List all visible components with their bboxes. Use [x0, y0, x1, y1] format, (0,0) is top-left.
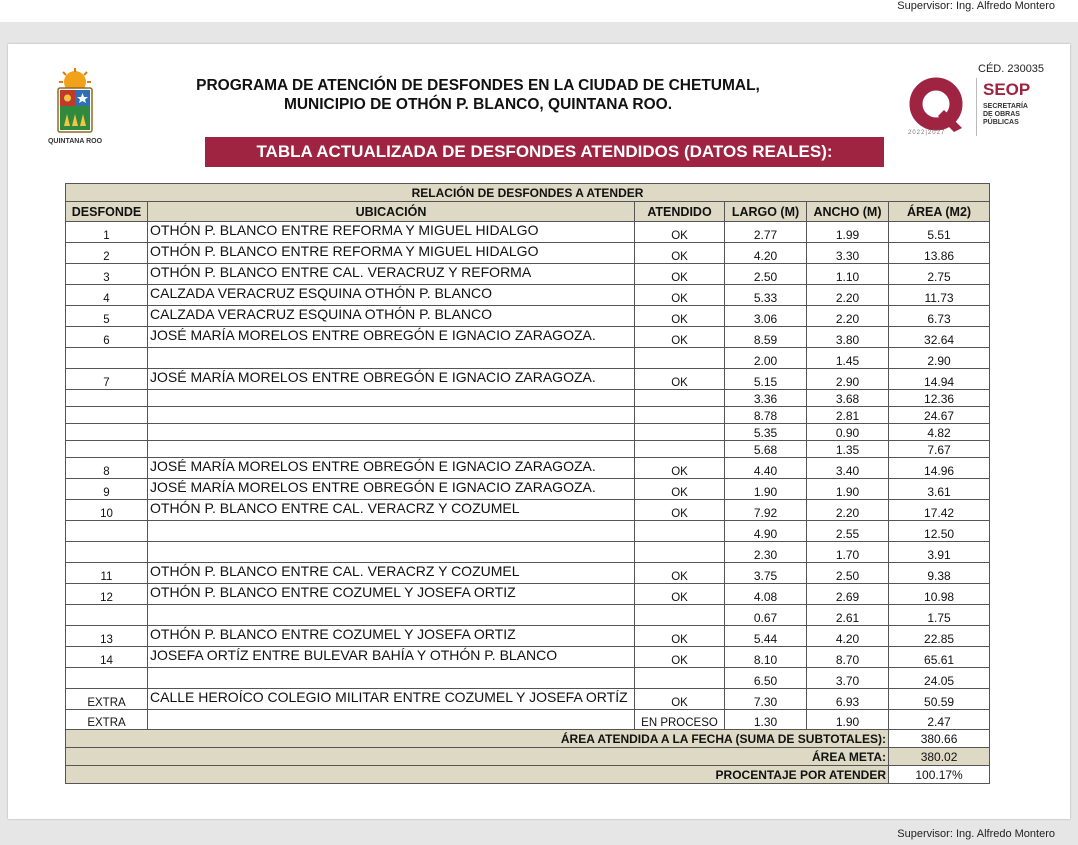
seop-sub-line-2: DE OBRAS	[983, 111, 1020, 118]
atendido-cell: OK	[635, 563, 725, 584]
table-row	[66, 424, 990, 441]
ubicacion-cell: JOSÉ MARÍA MORELOS ENTRE OBREGÓN E IGNACIO ZARAGOZA.	[148, 327, 635, 348]
area-cell: 14.94	[889, 369, 990, 390]
table-row	[66, 285, 990, 306]
desfonde-cell: 8	[66, 458, 148, 479]
desfonde-cell: 6	[66, 327, 148, 348]
atendido-cell: OK	[635, 500, 725, 521]
area-cell: 12.36	[889, 390, 990, 407]
area-cell: 2.47	[889, 710, 990, 730]
atendido-cell: OK	[635, 369, 725, 390]
document-title	[128, 76, 828, 114]
desfonde-cell: EXTRA	[66, 710, 148, 730]
ancho-cell: 1.45	[807, 348, 889, 369]
desfonde-cell: 13	[66, 626, 148, 647]
column-largo-header: LARGO (M)	[725, 202, 807, 222]
area-cell: 1.75	[889, 605, 990, 626]
ancho-cell: 2.61	[807, 605, 889, 626]
ubicacion-cell: JOSÉ MARÍA MORELOS ENTRE OBREGÓN E IGNACIO ZARAGOZA.	[148, 369, 635, 390]
largo-cell: 5.33	[725, 285, 807, 306]
column-desfonde-header: DESFONDE	[66, 202, 148, 222]
table-header-row	[66, 202, 990, 222]
ubicacion-cell: OTHÓN P. BLANCO ENTRE CAL. VERACRZ Y COZUMEL	[148, 563, 635, 584]
table-row	[66, 584, 990, 605]
table-row	[66, 500, 990, 521]
summary-row	[66, 766, 990, 784]
largo-cell: 7.92	[725, 500, 807, 521]
largo-cell: 8.10	[725, 647, 807, 668]
table-row	[66, 243, 990, 264]
ubicacion-cell: CALZADA VERACRUZ ESQUINA OTHÓN P. BLANCO	[148, 285, 635, 306]
largo-cell: 5.35	[725, 424, 807, 441]
area-cell: 13.86	[889, 243, 990, 264]
ubicacion-cell: OTHÓN P. BLANCO ENTRE CAL. VERACRZ Y COZUMEL	[148, 500, 635, 521]
desfonde-cell: EXTRA	[66, 689, 148, 710]
desfonde-cell: 2	[66, 243, 148, 264]
largo-cell: 1.30	[725, 710, 807, 730]
ubicacion-cell: OTHÓN P. BLANCO ENTRE COZUMEL Y JOSEFA ORTIZ	[148, 584, 635, 605]
summary-value: 100.17%	[889, 766, 990, 784]
ubicacion-cell	[148, 710, 635, 730]
table-row	[66, 390, 990, 407]
ubicacion-cell: OTHÓN P. BLANCO ENTRE REFORMA Y MIGUEL HIDALGO	[148, 222, 635, 243]
title-line-1: PROGRAMA DE ATENCIÓN DE DESFONDES EN LA CIUDAD DE CHETUMAL,	[196, 77, 760, 94]
atendido-cell	[635, 605, 725, 626]
largo-cell: 0.67	[725, 605, 807, 626]
table-row	[66, 542, 990, 563]
desfonde-cell: 4	[66, 285, 148, 306]
ancho-cell: 1.90	[807, 479, 889, 500]
atendido-cell: OK	[635, 222, 725, 243]
summary-label: ÁREA ATENDIDA A LA FECHA (SUMA DE SUBTOTALES):	[66, 730, 889, 748]
left-logo-label: QUINTANA ROO	[47, 138, 103, 145]
table-row	[66, 327, 990, 348]
table-row	[66, 458, 990, 479]
atendido-cell	[635, 407, 725, 424]
ancho-cell: 4.20	[807, 626, 889, 647]
atendido-cell: OK	[635, 479, 725, 500]
area-cell: 6.73	[889, 306, 990, 327]
ancho-cell: 2.20	[807, 306, 889, 327]
desfonde-cell	[66, 668, 148, 689]
ubicacion-cell	[148, 424, 635, 441]
seop-logo	[900, 74, 1050, 144]
desfonde-cell	[66, 605, 148, 626]
desfonde-cell	[66, 348, 148, 369]
ubicacion-cell: CALZADA VERACRUZ ESQUINA OTHÓN P. BLANCO	[148, 306, 635, 327]
desfonde-cell	[66, 521, 148, 542]
largo-cell: 2.50	[725, 264, 807, 285]
desfonde-cell	[66, 542, 148, 563]
table-row	[66, 710, 990, 730]
atendido-cell: OK	[635, 243, 725, 264]
largo-cell: 4.20	[725, 243, 807, 264]
ancho-cell: 1.70	[807, 542, 889, 563]
table-row	[66, 222, 990, 243]
ancho-cell: 3.40	[807, 458, 889, 479]
desfonde-cell: 10	[66, 500, 148, 521]
atendido-cell	[635, 542, 725, 563]
ubicacion-cell: OTHÓN P. BLANCO ENTRE COZUMEL Y JOSEFA ORTIZ	[148, 626, 635, 647]
atendido-cell: OK	[635, 327, 725, 348]
atendido-cell: OK	[635, 306, 725, 327]
atendido-cell	[635, 390, 725, 407]
largo-cell: 1.90	[725, 479, 807, 500]
ubicacion-cell	[148, 668, 635, 689]
table-row	[66, 479, 990, 500]
atendido-cell: OK	[635, 647, 725, 668]
ancho-cell: 3.68	[807, 390, 889, 407]
largo-cell: 8.59	[725, 327, 807, 348]
ubicacion-cell: JOSEFA ORTÍZ ENTRE BULEVAR BAHÍA Y OTHÓN P. BLANCO	[148, 647, 635, 668]
ancho-cell: 2.69	[807, 584, 889, 605]
atendido-cell: OK	[635, 626, 725, 647]
ancho-cell: 6.93	[807, 689, 889, 710]
area-cell: 7.67	[889, 441, 990, 458]
summary-label: PROCENTAJE POR ATENDER	[66, 766, 889, 784]
ancho-cell: 1.90	[807, 710, 889, 730]
ubicacion-cell: OTHÓN P. BLANCO ENTRE REFORMA Y MIGUEL HIDALGO	[148, 243, 635, 264]
table-row	[66, 689, 990, 710]
ancho-cell: 3.70	[807, 668, 889, 689]
area-cell: 12.50	[889, 521, 990, 542]
table-row	[66, 626, 990, 647]
area-cell: 50.59	[889, 689, 990, 710]
area-cell: 22.85	[889, 626, 990, 647]
ubicacion-cell: CALLE HEROÍCO COLEGIO MILITAR ENTRE COZUMEL Y JOSEFA ORTÍZ	[148, 689, 635, 710]
largo-cell: 6.50	[725, 668, 807, 689]
desfonde-cell	[66, 407, 148, 424]
largo-cell: 3.75	[725, 563, 807, 584]
atendido-cell: OK	[635, 689, 725, 710]
table-row	[66, 605, 990, 626]
table-row	[66, 306, 990, 327]
ancho-cell: 2.90	[807, 369, 889, 390]
desfonde-cell: 5	[66, 306, 148, 327]
table-row	[66, 668, 990, 689]
area-cell: 14.96	[889, 458, 990, 479]
ced-number: CÉD. 230035	[978, 63, 1045, 75]
column-ubicacion-header: UBICACIÓN	[148, 202, 635, 222]
summary-value: 380.66	[889, 730, 990, 748]
quintana-roo-shield-icon	[46, 68, 104, 138]
atendido-cell	[635, 668, 725, 689]
area-cell: 5.51	[889, 222, 990, 243]
atendido-cell	[635, 521, 725, 542]
ancho-cell: 2.20	[807, 285, 889, 306]
area-cell: 11.73	[889, 285, 990, 306]
largo-cell: 4.90	[725, 521, 807, 542]
seop-sub-line-3: PÚBLICAS	[983, 119, 1019, 126]
table-row	[66, 264, 990, 285]
summary-label: ÁREA META:	[66, 748, 889, 766]
ancho-cell: 1.10	[807, 264, 889, 285]
seop-years: 2022|2027	[908, 130, 946, 136]
supervisor-label-top: Supervisor: Ing. Alfredo Montero	[897, 0, 1055, 12]
desfonde-cell: 1	[66, 222, 148, 243]
area-cell: 3.91	[889, 542, 990, 563]
area-cell: 2.75	[889, 264, 990, 285]
table-row	[66, 563, 990, 584]
atendido-cell	[635, 441, 725, 458]
atendido-cell: OK	[635, 264, 725, 285]
ubicacion-cell: OTHÓN P. BLANCO ENTRE CAL. VERACRUZ Y REFORMA	[148, 264, 635, 285]
desfonde-cell: 14	[66, 647, 148, 668]
ancho-cell: 2.81	[807, 407, 889, 424]
ubicacion-cell: JOSÉ MARÍA MORELOS ENTRE OBREGÓN E IGNACIO ZARAGOZA.	[148, 458, 635, 479]
desfonde-cell: 9	[66, 479, 148, 500]
area-cell: 24.05	[889, 668, 990, 689]
ubicacion-cell	[148, 348, 635, 369]
largo-cell: 3.36	[725, 390, 807, 407]
ubicacion-cell	[148, 407, 635, 424]
area-cell: 65.61	[889, 647, 990, 668]
quintana-roo-logo	[46, 68, 104, 150]
ubicacion-cell	[148, 390, 635, 407]
area-cell: 24.67	[889, 407, 990, 424]
area-cell: 10.98	[889, 584, 990, 605]
document-page	[8, 44, 1070, 819]
ubicacion-cell	[148, 521, 635, 542]
table-title: RELACIÓN DE DESFONDES A ATENDER	[66, 184, 990, 202]
table-row	[66, 407, 990, 424]
atendido-cell: EN PROCESO	[635, 710, 725, 730]
area-cell: 9.38	[889, 563, 990, 584]
atendido-cell	[635, 424, 725, 441]
seop-sub-line-1: SECRETARÍA	[983, 103, 1028, 110]
table-row	[66, 441, 990, 458]
table-row	[66, 348, 990, 369]
title-line-2: MUNICIPIO DE OTHÓN P. BLANCO, QUINTANA ROO.	[283, 96, 673, 113]
ancho-cell: 3.80	[807, 327, 889, 348]
largo-cell: 8.78	[725, 407, 807, 424]
desfonde-cell	[66, 441, 148, 458]
area-cell: 4.82	[889, 424, 990, 441]
ancho-cell: 1.35	[807, 441, 889, 458]
largo-cell: 4.40	[725, 458, 807, 479]
desfonde-cell: 3	[66, 264, 148, 285]
ancho-cell: 3.30	[807, 243, 889, 264]
atendido-cell: OK	[635, 584, 725, 605]
atendido-cell: OK	[635, 458, 725, 479]
ubicacion-cell: JOSÉ MARÍA MORELOS ENTRE OBREGÓN E IGNACIO ZARAGOZA.	[148, 479, 635, 500]
ancho-cell: 2.55	[807, 521, 889, 542]
ancho-cell: 8.70	[807, 647, 889, 668]
summary-row	[66, 748, 990, 766]
ancho-cell: 0.90	[807, 424, 889, 441]
ubicacion-cell	[148, 441, 635, 458]
largo-cell: 5.15	[725, 369, 807, 390]
desfonde-cell: 12	[66, 584, 148, 605]
table-banner: TABLA ACTUALIZADA DE DESFONDES ATENDIDOS (DATOS REALES):	[205, 137, 884, 167]
largo-cell: 3.06	[725, 306, 807, 327]
column-atendido-header: ATENDIDO	[635, 202, 725, 222]
table-row	[66, 369, 990, 390]
area-cell: 3.61	[889, 479, 990, 500]
column-ancho-header: ANCHO (M)	[807, 202, 889, 222]
supervisor-label-bottom: Supervisor: Ing. Alfredo Montero	[897, 828, 1055, 840]
seop-subtitle	[983, 103, 1030, 127]
desfonde-cell: 7	[66, 369, 148, 390]
area-cell: 17.42	[889, 500, 990, 521]
desfonde-cell	[66, 390, 148, 407]
summary-value: 380.02	[889, 748, 990, 766]
seop-divider	[976, 78, 977, 136]
largo-cell: 2.77	[725, 222, 807, 243]
summary-row	[66, 730, 990, 748]
table-row	[66, 521, 990, 542]
largo-cell: 2.30	[725, 542, 807, 563]
desfondes-table	[65, 183, 990, 784]
table-row	[66, 647, 990, 668]
largo-cell: 5.44	[725, 626, 807, 647]
atendido-cell: OK	[635, 285, 725, 306]
ubicacion-cell	[148, 542, 635, 563]
area-cell: 2.90	[889, 348, 990, 369]
ancho-cell: 2.50	[807, 563, 889, 584]
largo-cell: 4.08	[725, 584, 807, 605]
largo-cell: 5.68	[725, 441, 807, 458]
area-cell: 32.64	[889, 327, 990, 348]
ancho-cell: 1.99	[807, 222, 889, 243]
desfonde-cell	[66, 424, 148, 441]
desfonde-cell: 11	[66, 563, 148, 584]
ancho-cell: 2.20	[807, 500, 889, 521]
seop-name: SEOP	[983, 80, 1031, 99]
ubicacion-cell	[148, 605, 635, 626]
atendido-cell	[635, 348, 725, 369]
largo-cell: 2.00	[725, 348, 807, 369]
column-area-header: ÁREA (M2)	[889, 202, 990, 222]
largo-cell: 7.30	[725, 689, 807, 710]
